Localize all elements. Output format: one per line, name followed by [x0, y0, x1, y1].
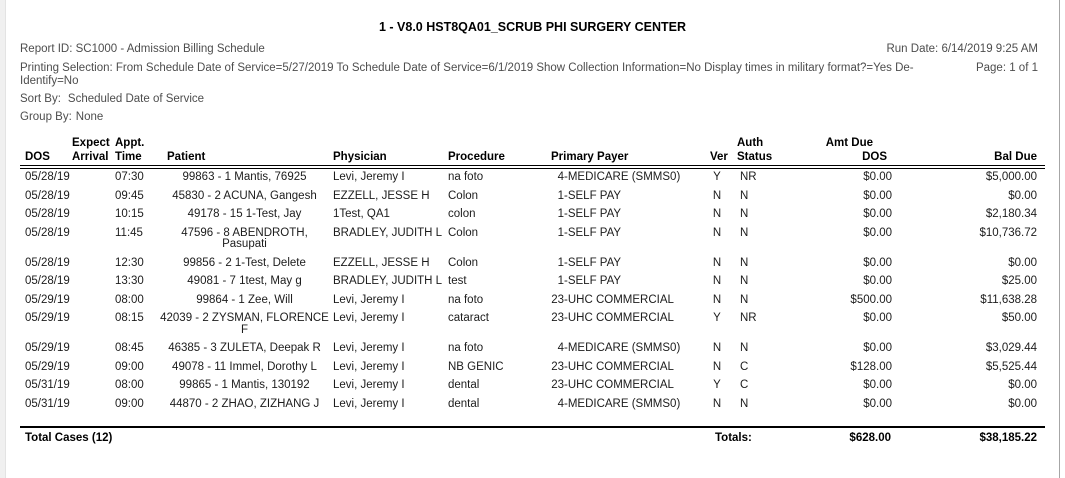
cell-auth-status: N	[740, 275, 749, 287]
cell-ver: N	[712, 397, 722, 410]
payer-code: 4	[557, 171, 564, 183]
cell-auth-status: C	[740, 379, 749, 391]
cell-physician: Levi, Jeremy I	[333, 171, 405, 183]
cell-primary-payer: 23-UHC COMMERCIAL	[545, 377, 702, 396]
cell-appt-time: 11:45	[115, 226, 143, 239]
table-row	[20, 206, 1045, 225]
payer-code: 23	[551, 293, 564, 306]
cell-appt-time: 08:00	[115, 293, 144, 306]
page-right-edge-line	[1059, 0, 1060, 478]
cell-appt-time: 13:30	[115, 275, 144, 287]
cell-amt-due-dos: $0.00	[863, 379, 892, 391]
cell-amt-due-dos: $0.00	[863, 275, 892, 287]
table-row	[20, 359, 1045, 378]
report-meta	[20, 43, 1045, 124]
cell-procedure: Colon	[448, 189, 479, 202]
cell-dos: 05/29/19	[25, 312, 70, 324]
cell-auth-status: NR	[740, 312, 757, 324]
cell-physician: Levi, Jeremy I	[333, 379, 405, 391]
cell-auth-status: N	[740, 397, 749, 410]
table-row	[20, 310, 1045, 340]
col-ver: Ver	[702, 151, 732, 167]
cell-physician: Levi, Jeremy I	[333, 293, 405, 306]
cell-patient: 99865 - 1 Mantis, 130192	[179, 379, 310, 391]
cell-bal-due: $2,180.34	[985, 208, 1037, 220]
cell-physician: BRADLEY, JUDITH L	[333, 226, 443, 239]
col-amt-due-dos: DOS	[805, 151, 892, 167]
cell-dos: 05/28/19	[25, 256, 70, 269]
report-title: 1 - V8.0 HST8QA01_SCRUB PHI SURGERY CENTER	[378, 20, 687, 34]
cell-auth-status: N	[740, 256, 749, 269]
cell-procedure: na foto	[448, 293, 484, 306]
col-patient: Patient	[158, 151, 331, 167]
cell-procedure: NB GENIC	[448, 360, 504, 373]
cell-expect-arrival	[70, 396, 113, 415]
cell-bal-due: $3,029.44	[985, 342, 1037, 354]
cell-ver: N	[712, 208, 722, 220]
table-header	[20, 137, 1045, 167]
cell-expect-arrival	[70, 188, 113, 207]
cell-expect-arrival	[70, 340, 113, 359]
cell-appt-time: 07:30	[115, 171, 144, 183]
totals-label: Totals:	[702, 427, 805, 446]
cell-patient: 99856 - 2 1-Test, Delete	[183, 256, 306, 269]
group-by-line	[20, 111, 1045, 124]
cell-patient: 99864 - 1 Zee, Will	[196, 293, 293, 306]
cell-patient: 46385 - 3 ZULETA, Deepak R	[168, 342, 321, 354]
cell-dos: 05/29/19	[25, 342, 70, 354]
cell-dos: 05/28/19	[25, 171, 70, 183]
col-expect-arrival-top: Expect	[72, 137, 110, 149]
cell-amt-due-dos: $500.00	[850, 293, 892, 306]
cell-primary-payer: 4-MEDICARE (SMMS0)	[545, 340, 702, 359]
cell-bal-due: $0.00	[1008, 189, 1037, 202]
run-date-line: Run Date: 6/14/2019 9:25 AM	[886, 43, 1038, 55]
table-row	[20, 292, 1045, 311]
table-row	[20, 273, 1045, 292]
cell-primary-payer: 1-SELF PAY	[545, 206, 702, 225]
totals-row	[20, 427, 1045, 446]
cell-amt-due-dos: $0.00	[863, 256, 892, 269]
table-row	[20, 167, 1045, 188]
cell-physician: EZZELL, JESSE H	[333, 256, 430, 269]
cell-dos: 05/31/19	[25, 379, 70, 391]
table-row	[20, 340, 1045, 359]
cell-physician: Levi, Jeremy I	[333, 342, 405, 354]
cell-amt-due-dos: $0.00	[863, 208, 892, 220]
cell-patient: 49178 - 15 1-Test, Jay	[187, 208, 302, 220]
report-id-line: Report ID: SC1000 - Admission Billing Schedule	[20, 43, 265, 55]
cell-auth-status: N	[740, 293, 749, 306]
header-row-top	[20, 137, 1045, 151]
cell-bal-due: $5,525.44	[985, 360, 1037, 373]
cell-bal-due: $10,736.72	[979, 226, 1037, 239]
cell-amt-due-dos: $0.00	[863, 397, 892, 410]
cell-auth-status: N	[740, 189, 749, 202]
cell-primary-payer: 1-SELF PAY	[545, 188, 702, 207]
schedule-table-body	[20, 167, 1045, 427]
cell-ver: N	[712, 189, 722, 202]
col-spacer	[20, 137, 70, 151]
sort-by-label: Sort By:	[20, 93, 61, 105]
table-footer	[20, 427, 1045, 446]
cell-primary-payer: 23-UHC COMMERCIAL	[545, 310, 702, 340]
cell-dos: 05/31/19	[25, 397, 70, 410]
cell-expect-arrival	[70, 310, 113, 340]
cell-expect-arrival	[70, 273, 113, 292]
cell-dos: 05/28/19	[25, 275, 70, 287]
cell-patient: 45830 - 2 ACUNA, Gangesh	[172, 189, 317, 202]
col-physician: Physician	[331, 151, 446, 167]
cell-physician: Levi, Jeremy I	[333, 360, 405, 373]
cell-primary-payer: 1-SELF PAY	[545, 255, 702, 274]
cell-dos: 05/28/19	[25, 226, 70, 239]
cell-physician: Levi, Jeremy I	[333, 397, 405, 410]
cell-amt-due-dos: $0.00	[863, 342, 892, 354]
cell-bal-due: $0.00	[1008, 379, 1037, 391]
payer-code: 1	[557, 226, 564, 239]
report-content	[20, 0, 1045, 446]
cell-procedure: cataract	[448, 312, 489, 324]
cell-procedure: Colon	[448, 256, 479, 269]
header-row-bottom	[20, 151, 1045, 167]
footer-spacer	[545, 427, 702, 446]
cell-procedure: colon	[448, 208, 476, 220]
payer-code: 1	[557, 189, 564, 202]
cell-physician: 1Test, QA1	[333, 208, 390, 220]
col-spacer	[702, 137, 732, 151]
payer-code: 4	[557, 342, 564, 354]
cell-appt-time: 10:15	[115, 208, 144, 220]
cell-auth-status: N	[740, 226, 749, 239]
cell-procedure: na foto	[448, 171, 484, 183]
payer-code: 1	[557, 256, 564, 269]
cell-appt-time: 09:00	[115, 397, 144, 410]
col-amt-due-top: Amt Due	[825, 137, 873, 149]
col-spacer	[331, 137, 446, 151]
cell-procedure: dental	[448, 397, 480, 410]
col-dos: DOS	[20, 151, 70, 167]
total-amt-due-dos: $628.00	[805, 427, 892, 446]
cell-dos: 05/29/19	[25, 293, 70, 306]
cell-appt-time: 08:45	[115, 342, 144, 354]
cell-dos: 05/29/19	[25, 360, 70, 373]
cell-auth-status: NR	[740, 171, 757, 183]
col-expect-arrival: Arrival	[70, 151, 113, 167]
cell-physician: BRADLEY, JUDITH L	[333, 275, 443, 287]
cell-bal-due: $11,638.28	[980, 293, 1037, 306]
cell-ver: N	[712, 275, 722, 287]
group-by-label: Group By:	[20, 111, 72, 123]
cell-amt-due-dos: $0.00	[863, 189, 892, 202]
table-row	[20, 377, 1045, 396]
table-row	[20, 225, 1045, 255]
cell-appt-time: 08:00	[115, 379, 144, 391]
cell-amt-due-dos: $0.00	[863, 312, 892, 324]
col-spacer	[545, 137, 702, 151]
cell-ver: N	[712, 226, 722, 239]
payer-code: 1	[557, 208, 564, 220]
report-page	[6, 0, 1059, 478]
col-spacer	[158, 137, 331, 151]
cell-physician: EZZELL, JESSE H	[333, 189, 430, 202]
cell-patient: 42039 - 2 ZYSMAN, FLORENCE F	[160, 312, 329, 336]
col-procedure: Procedure	[446, 151, 545, 167]
cell-expect-arrival	[70, 167, 113, 188]
cell-patient: 99863 - 1 Mantis, 76925	[182, 171, 307, 183]
cell-appt-time: 09:00	[115, 360, 144, 373]
cell-primary-payer: 23-UHC COMMERCIAL	[545, 292, 702, 311]
cell-appt-time: 08:15	[115, 312, 144, 324]
cell-amt-due-dos: $128.00	[850, 360, 892, 373]
cell-bal-due: $0.00	[1008, 256, 1037, 269]
meta-row-1	[20, 43, 1045, 56]
cell-primary-payer: 4-MEDICARE (SMMS0)	[545, 167, 702, 188]
cell-procedure: dental	[448, 379, 480, 391]
payer-code: 23	[551, 312, 564, 324]
col-bal-due: Bal Due	[892, 151, 1045, 167]
payer-code: 23	[551, 379, 564, 391]
sort-by-value: Scheduled Date of Service	[67, 93, 205, 105]
col-auth-status-top: Auth	[737, 137, 764, 149]
cell-expect-arrival	[70, 225, 113, 255]
cell-ver: N	[712, 293, 722, 306]
table-row	[20, 396, 1045, 415]
cell-auth-status: N	[740, 208, 749, 220]
cell-auth-status: N	[740, 342, 749, 354]
col-spacer	[892, 137, 1045, 151]
payer-code: 4	[557, 397, 564, 410]
cell-expect-arrival	[70, 377, 113, 396]
cell-primary-payer: 23-UHC COMMERCIAL	[545, 359, 702, 378]
cell-amt-due-dos: $0.00	[863, 171, 892, 183]
cell-procedure: test	[448, 275, 467, 287]
cell-procedure: Colon	[448, 226, 479, 239]
cell-dos: 05/28/19	[25, 208, 70, 220]
col-auth-status: Status	[732, 151, 805, 167]
sort-by-line	[20, 93, 1045, 106]
payer-code: 23	[551, 360, 564, 373]
cell-appt-time: 09:45	[115, 189, 144, 202]
total-bal-due: $38,185.22	[892, 427, 1045, 446]
col-appt-time-top: Appt.	[115, 137, 145, 149]
col-appt-time: Time	[113, 151, 158, 167]
cell-bal-due: $50.00	[1001, 312, 1037, 324]
table-row	[20, 255, 1045, 274]
table-row	[20, 188, 1045, 207]
cell-patient: 44870 - 2 ZHAO, ZIZHANG J	[169, 397, 320, 410]
spacer-row	[20, 414, 1045, 427]
cell-bal-due: $5,000.00	[985, 171, 1037, 183]
col-primary-payer: Primary Payer	[545, 151, 702, 167]
cell-primary-payer: 4-MEDICARE (SMMS0)	[545, 396, 702, 415]
cell-physician: Levi, Jeremy I	[333, 312, 405, 324]
cell-expect-arrival	[70, 255, 113, 274]
printing-selection: Printing Selection: From Schedule Date of Service=5/27/2019 To Schedule Date of Service=6/1/2019 Show Collection Information=No Display times in military format?=Yes De- Identify=No	[20, 62, 914, 87]
cell-primary-payer: 1-SELF PAY	[545, 273, 702, 292]
cell-auth-status: C	[740, 360, 749, 373]
cell-patient: 47596 - 8 ABENDROTH, Pasupati	[181, 226, 308, 250]
cell-primary-payer: 1-SELF PAY	[545, 225, 702, 255]
cell-ver: Y	[713, 312, 721, 324]
page-number: Page: 1 of 1	[975, 62, 1038, 74]
col-spacer	[446, 137, 545, 151]
cell-ver: N	[712, 342, 722, 354]
cell-appt-time: 12:30	[115, 256, 144, 269]
cell-ver: N	[712, 360, 722, 373]
cell-ver: Y	[713, 171, 721, 183]
cell-dos: 05/28/19	[25, 189, 70, 202]
cell-ver: N	[712, 256, 722, 269]
group-by-value: None	[75, 111, 104, 123]
cell-expect-arrival	[70, 292, 113, 311]
cell-procedure: na foto	[448, 342, 484, 354]
billing-schedule-table	[20, 137, 1045, 446]
meta-row-2	[20, 62, 1045, 87]
cell-bal-due: $25.00	[1001, 275, 1037, 287]
cell-amt-due-dos: $0.00	[863, 226, 892, 239]
total-cases: Total Cases (12)	[20, 427, 545, 446]
cell-patient: 49081 - 7 1test, May g	[187, 275, 302, 287]
cell-expect-arrival	[70, 206, 113, 225]
cell-patient: 49078 - 11 Immel, Dorothy L	[172, 360, 317, 373]
payer-code: 1	[557, 275, 564, 287]
cell-bal-due: $0.00	[1008, 397, 1037, 410]
cell-expect-arrival	[70, 359, 113, 378]
cell-ver: Y	[713, 379, 721, 391]
